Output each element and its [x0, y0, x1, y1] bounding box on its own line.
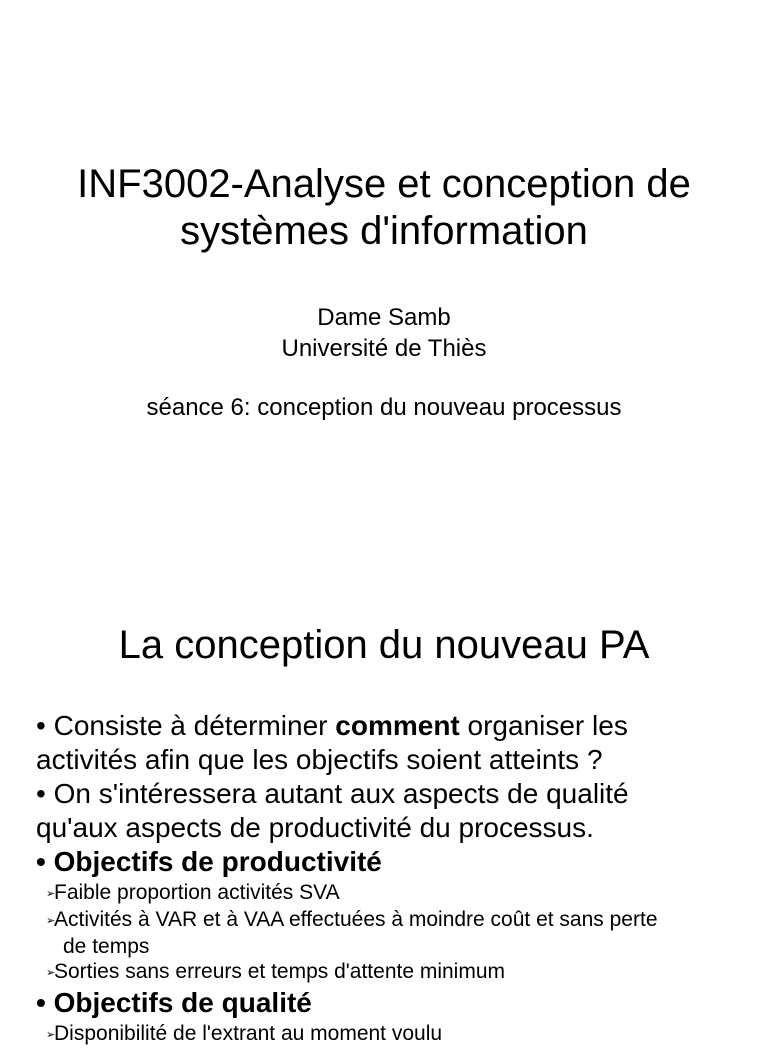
sub-bullet [36, 880, 766, 907]
university-name: Université de Thiès [281, 335, 487, 362]
bullet-heading-text: Objectifs de productivité [53, 846, 382, 877]
bullet-dot: • [36, 710, 46, 741]
course-title-line-1: INF3002-Analyse et conception de [77, 162, 691, 206]
session-subtitle: séance 6: conception du nouveau processus [146, 394, 622, 421]
bullet-line [36, 777, 766, 811]
bullet-consiste [36, 709, 766, 777]
bullet-dot: • [36, 987, 46, 1018]
bullet-dot: • [36, 846, 46, 877]
bullet-heading [36, 845, 766, 879]
bullet-continuation: qu'aux aspects de productivité du processus. [36, 812, 594, 843]
course-title-line-2: systèmes d'information [180, 209, 588, 253]
bullet-objectifs-productivite [36, 845, 766, 986]
sub-bullet [36, 907, 766, 934]
author-name: Dame Samb [317, 304, 451, 331]
bullet-dot: • [36, 778, 46, 809]
sub-bullet [36, 1021, 766, 1048]
slide-body [36, 709, 766, 1048]
sub-bullet-text: Activités à VAR et à VAA effectuées à moindre coût et sans perte [54, 908, 658, 931]
course-title [0, 161, 768, 255]
bullet-heading [36, 986, 766, 1020]
sub-bullet-text: Sorties sans erreurs et temps d'attente minimum [54, 960, 506, 983]
sub-bullet-continuation: de temps [63, 935, 150, 958]
bullet-interessera [36, 777, 766, 845]
arrow-bullet-icon: ➢ [46, 1029, 56, 1041]
bullet-text: On s'intéressera autant aux aspects de qualité [53, 778, 629, 809]
bullet-continuation: activités afin que les objectifs soient atteints ? [36, 744, 603, 775]
bullet-emphasis: comment [335, 710, 460, 741]
bullet-line [36, 709, 766, 743]
content-slide [0, 576, 768, 1045]
sub-bullet-text: Disponibilité de l'extrant au moment voulu [54, 1022, 443, 1045]
sub-bullet [36, 959, 766, 986]
arrow-bullet-icon: ➢ [46, 888, 56, 900]
arrow-bullet-icon: ➢ [46, 967, 56, 979]
bullet-objectifs-qualite [36, 986, 766, 1048]
sub-bullet-text: Faible proportion activités SVA [54, 881, 340, 904]
bullet-text: organiser les [459, 710, 628, 741]
bullet-heading-text: Objectifs de qualité [53, 987, 312, 1018]
slide-title: La conception du nouveau PA [118, 623, 650, 667]
bullet-text: Consiste à déterminer [53, 710, 336, 741]
arrow-bullet-icon: ➢ [46, 915, 56, 927]
